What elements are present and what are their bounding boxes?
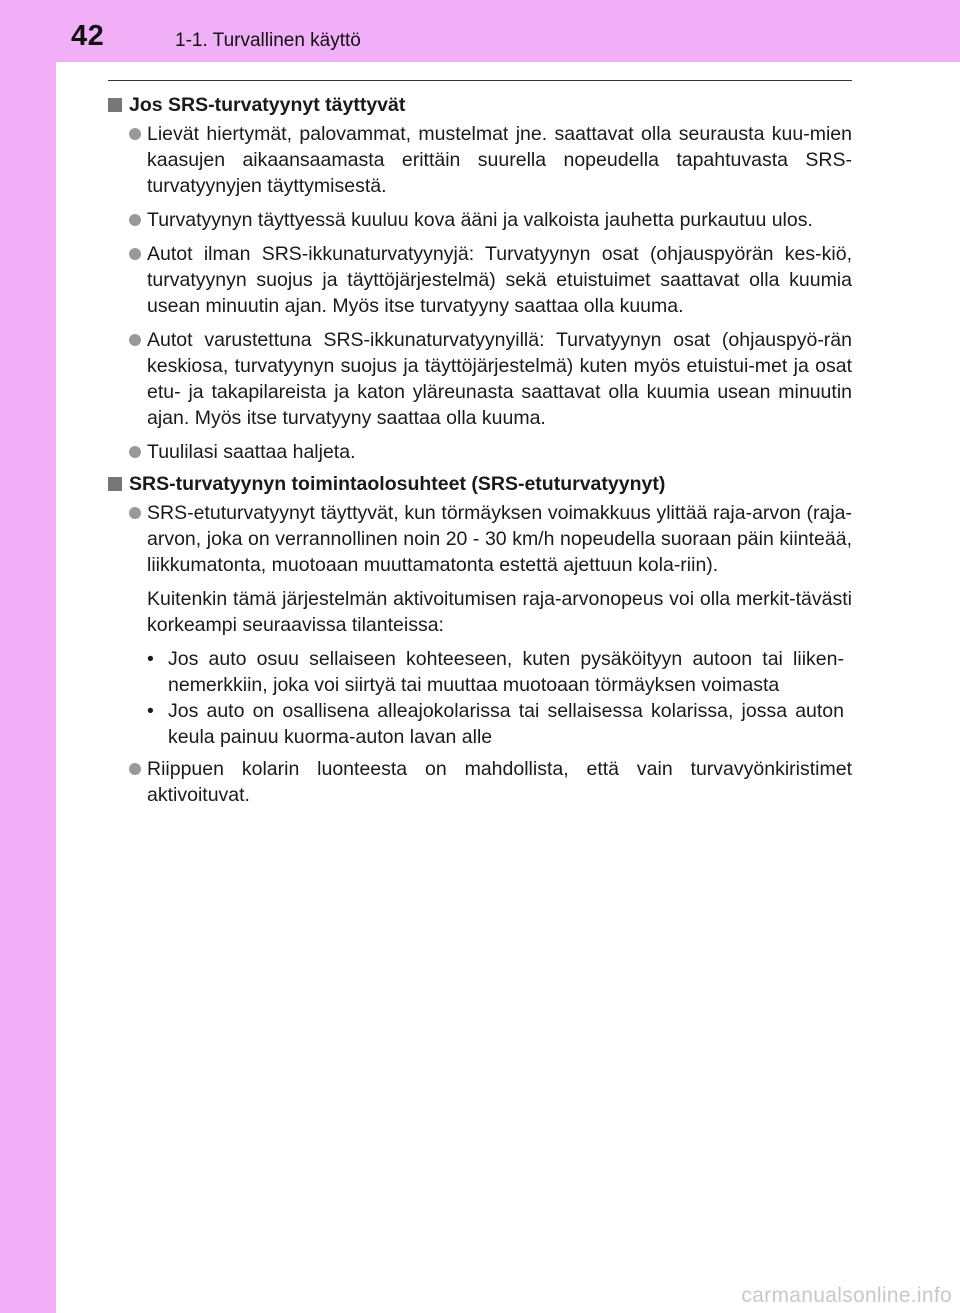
list-item-text: Turvatyynyn täyttyessä kuuluu kova ääni ja valkoista jauhetta purkautuu ulos.	[147, 209, 813, 231]
list-item	[108, 756, 852, 808]
section-title: 1-1. Turvallinen käyttö	[175, 30, 361, 51]
circle-bullet-icon	[129, 763, 141, 775]
page-number: 42	[71, 20, 105, 52]
list-item	[108, 121, 852, 199]
list-item-text: Lievät hiertymät, palovammat, mustelmat jne. saattavat olla seurausta kuu-mien kaasujen aikaansaamasta erittäin suurella nopeudella tapahtuvasta SRS-turvatyynyjen täyttymisestä.	[147, 123, 852, 197]
list-item-text: Autot ilman SRS-ikkunaturvatyynyjä: Turvatyynyn osat (ohjauspyörän kes-kiö, turvatyynyn suojus ja täyttöjärjestelmä) sekä etuistuimet saattavat olla kuumia usean minuutin ajan. Myös itse turvatyyny saattaa olla kuuma.	[147, 243, 852, 317]
list-item-text: Tuulilasi saattaa haljeta.	[147, 441, 356, 463]
sub-list-item-text: Jos auto on osallisena alleajokolarissa tai sellaisessa kolarissa, jossa auton keula painuu kuorma-auton lavan alle	[168, 700, 844, 748]
sub-bullet-marker: •	[147, 700, 154, 722]
list-item	[108, 327, 852, 431]
header-rule	[108, 80, 852, 81]
circle-bullet-icon	[129, 334, 141, 346]
heading-text: SRS-turvatyynyn toimintaolosuhteet (SRS-etuturvatyynyt)	[129, 473, 666, 495]
circle-bullet-icon	[129, 248, 141, 260]
sub-list-item-text: Jos auto osuu sellaiseen kohteeseen, kuten pysäköityyn autoon tai liiken-nemerkkiin, joka voi siirtyä tai muuttaa muotoaan törmäyksen voimasta	[168, 648, 844, 696]
list-item-text: SRS-etuturvatyynyt täyttyvät, kun törmäyksen voimakkuus ylittää raja-arvon (raja-arvon, joka on verrannollinen noin 20 - 30 km/h nopeudella suoraan päin kiinteää, liikkumatonta, muotoaan muuttamatonta estettä ajettuun kola-riin).	[147, 502, 852, 576]
side-color-strip	[0, 0, 56, 1313]
list-item	[108, 241, 852, 319]
heading-airbags-deploy	[108, 92, 852, 118]
sub-list-item	[108, 698, 852, 750]
circle-bullet-icon	[129, 214, 141, 226]
page-content	[108, 92, 852, 816]
circle-bullet-icon	[129, 507, 141, 519]
circle-bullet-icon	[129, 128, 141, 140]
heading-operating-conditions	[108, 471, 852, 497]
list-item	[108, 439, 852, 465]
list-item	[108, 500, 852, 578]
square-bullet-icon	[108, 477, 122, 491]
list-item-text: Autot varustettuna SRS-ikkunaturvatyynyillä: Turvatyynyn osat (ohjauspyö-rän keskiosa, turvatyynyn suojus ja täyttöjärjestelmä) kuten myös etuistui-met ja osat etu- ja takapilareista ja katon yläreunasta saattavat olla kuumia usean minuutin ajan. Myös itse turvatyyny saattaa olla kuuma.	[147, 329, 852, 429]
sub-bullet-marker: •	[147, 648, 154, 670]
sub-list-item	[108, 646, 852, 698]
list-item-text: Riippuen kolarin luonteesta on mahdollista, että vain turvavyönkiristimet aktivoituvat.	[147, 758, 852, 806]
paragraph: Kuitenkin tämä järjestelmän aktivoitumisen raja-arvonopeus voi olla merkit-tävästi korkeampi seuraavissa tilanteissa:	[147, 588, 852, 636]
list-item	[108, 207, 852, 233]
heading-text: Jos SRS-turvatyynyt täyttyvät	[129, 94, 406, 116]
watermark: carmanualsonline.info	[741, 1284, 952, 1307]
circle-bullet-icon	[129, 446, 141, 458]
square-bullet-icon	[108, 98, 122, 112]
